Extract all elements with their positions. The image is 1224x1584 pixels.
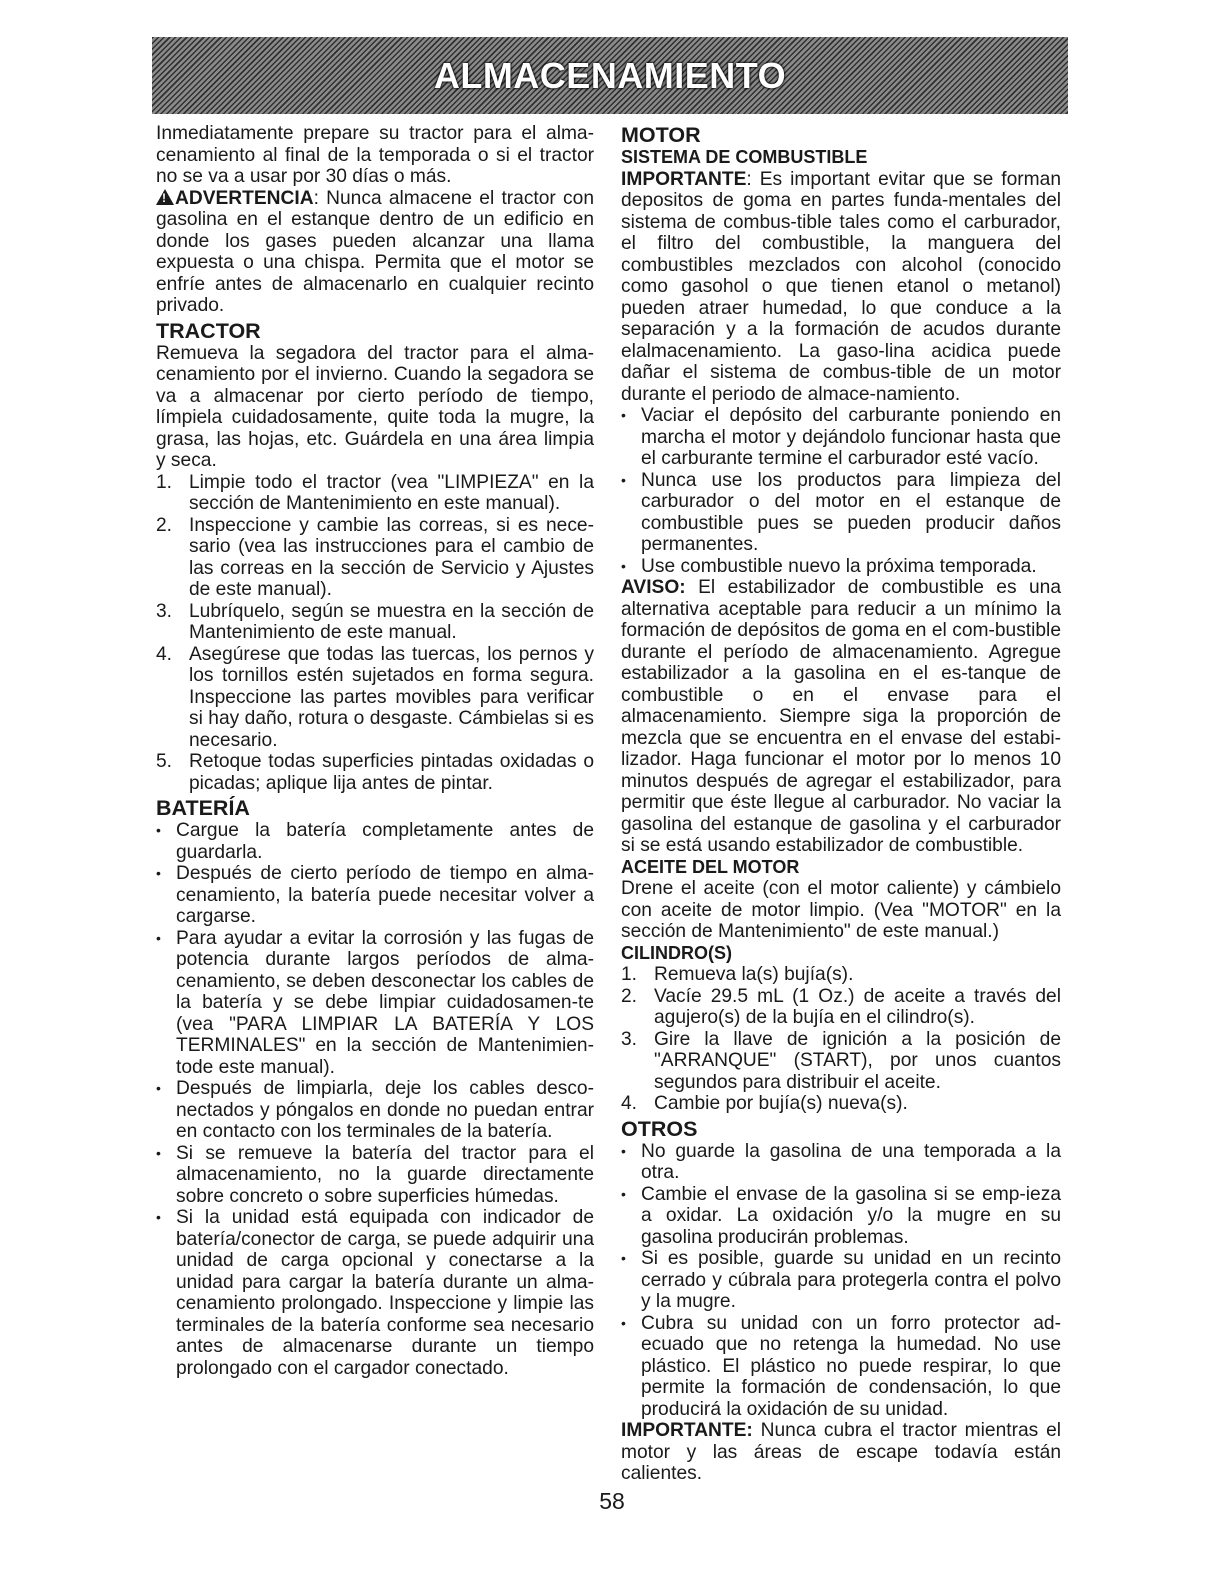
engine-oil-paragraph: Drene el aceite (con el motor caliente) y cámbielo con aceite de motor limpio. (Vea "MOTOR" en la sección de Mantenimiento" de este manual.) <box>621 878 1061 942</box>
list-item: 1. Remueva la(s) bujía(s). <box>621 964 854 985</box>
list-item: 4. Cambie por bujía(s) nueva(s). <box>621 1093 908 1114</box>
bateria-bullet-list <box>156 820 594 1379</box>
tractor-steps-list <box>156 472 594 795</box>
warning-triangle-icon <box>156 189 174 205</box>
list-item: • Vaciar el depósito del carburante poniendo en marcha el motor y dejándolo funcionar hasta que el carburante termine el carburador esté vacío. <box>621 405 1061 470</box>
fuel-bullet-list <box>621 405 1061 577</box>
bateria-heading: BATERÍA <box>156 796 250 820</box>
cylinders-steps-list <box>621 964 1061 1115</box>
list-item: • Para ayudar a evitar la corrosión y las fugas de potencia durante largos períodos de alma-cenamiento, se deben desconectar los cables de la batería y se debe limpiar cuidadosamen-te (vea "PARA LIMPIAR LA BATERÍA Y LOS TERMINALES" en la sección de Mantenimien-tode este manual). <box>156 928 594 1079</box>
section-title: ALMACENAMIENTO <box>433 54 787 96</box>
right-column <box>621 123 1061 1485</box>
warning-text: : Nunca almacene el tractor con gasolina en el estanque dentro de un edificio en donde los gases pueden alcanzar una llama expuesta o una chispa. Permita que el motor se enfríe antes de almacenarlo en cualquier recinto privado. <box>156 187 594 316</box>
important-text: : Es important evitar que se forman depositos de goma en partes funda-mentales del sistema de combus-tible tales como el carburador, el filtro del combustible, la manguera del combustibles mezclados con alcohol (conocido como gasohol o que tienen etanol o metanol) pueden atraer humedad, lo que conduce a la separación y a la formación de acudos durante elalmacenamiento. La gaso-lina acidica puede dañar el sistema de combus-tible de un motor durante el periodo de almace-namiento. <box>621 168 1061 405</box>
list-item: • Use combustible nuevo la próxima temporada. <box>621 556 1061 578</box>
list-item: • No guarde la gasolina de una temporada a la otra. <box>621 1141 1061 1184</box>
intro-paragraph: Inmediatamente prepare su tractor para el alma-cenamiento al final de la temporada o si el tractor no se va a usar por 30 días o más. <box>156 123 594 187</box>
list-item: 3. Lubríquelo, según se muestra en la sección de Mantenimiento de este manual. <box>156 600 594 643</box>
page-number: 58 <box>599 1488 625 1514</box>
important-text: Nunca cubra el tractor mientras el motor y las áreas de escape todavía están calientes. <box>621 1420 1061 1484</box>
fuel-important-paragraph <box>621 169 1061 406</box>
list-item: • Si es posible, guarde su unidad en un recinto cerrado y cúbrala para protegerla contra el polvo y la mugre. <box>621 1248 1061 1313</box>
list-item: 3. Gire la llave de ignición a la posición de "ARRANQUE" (START), por unos cuantos segundos para distribuir el aceite. <box>621 1028 1061 1093</box>
aviso-paragraph <box>621 577 1061 857</box>
list-item: 2. Inspeccione y cambie las correas, si es nece-sario (vea las instrucciones para el cambio de las correas en la sección de Servicio y Ajustes de este manual). <box>156 514 594 600</box>
list-item: • Después de limpiarla, deje los cables desco-nectados y póngalos en donde no puedan entrar en contacto con los terminales de la batería. <box>156 1078 594 1143</box>
list-item: • Si se remueve la batería del tractor para el almacenamiento, no la guarde directamente sobre concreto o sobre superficies húmedas. <box>156 1143 594 1208</box>
list-item: 2. Vacíe 29.5 mL (1 Oz.) de aceite a través del agujero(s) de la bujía en el cilindro(s). <box>621 985 1061 1028</box>
engine-oil-heading: ACEITE DEL MOTOR <box>621 856 800 877</box>
important-label: IMPORTANTE <box>621 168 747 190</box>
otros-heading: OTROS <box>621 1116 698 1141</box>
motor-heading: MOTOR <box>621 123 701 147</box>
warning-label: ADVERTENCIA <box>175 187 314 209</box>
list-item: • Nunca use los productos para limpieza del carburador o del motor en el estanque de combustible pues se pueden producir daños permanentes. <box>621 470 1061 556</box>
list-item: • Cambie el envase de la gasolina si se emp-ieza a oxidar. La oxidación y/o la mugre en su gasolina producirán problemas. <box>621 1184 1061 1249</box>
otros-bullet-list <box>621 1141 1061 1421</box>
aviso-text: El estabilizador de combustible es una alternativa aceptable para reducir a un mínimo la formación de depósitos de goma en el com-bustible durante el período de almacenamiento. Agregue estabilizador a la gasolina en el es-tanque de combustible o en el envase para el almacenamiento. Siempre siga la proporción de mezcla que se encuentra en el envase del estabi-lizador. Haga funcionar el motor por lo menos 10 minutos después de agregar el estabilizador, para permitir que éste llegue al carburador. No vaciar la gasolina del estanque de gasolina y el carburador si se está usando estabilizador de combustible. <box>621 577 1061 856</box>
list-item: 1. Limpie todo el tractor (vea "LIMPIEZA" en la sección de Mantenimiento en este manual). <box>156 471 594 514</box>
list-item: • Cubra su unidad con un forro protector ad-ecuado que no retenga la humedad. No use plástico. El plástico no puede respirar, lo que permite la formación de condensación, lo que producirá la oxidación de su unidad. <box>621 1313 1061 1421</box>
list-item: 4. Asegúrese que todas las tuercas, los pernos y los tornillos estén sujetados en forma segura. Inspeccione las partes movibles para verificar si hay daño, rotura o desgaste. Cámbielas si es necesario. <box>156 643 594 751</box>
fuel-system-heading: SISTEMA DE COMBUSTIBLE <box>621 147 868 167</box>
cylinders-heading: CILINDRO(S) <box>621 942 732 963</box>
list-item: • Después de cierto período de tiempo en alma-cenamiento, la batería puede necesitar volver a cargarse. <box>156 863 594 928</box>
left-column <box>156 123 594 1379</box>
otros-important-paragraph <box>621 1420 1061 1485</box>
list-item: • Si la unidad está equipada con indicador de batería/conector de carga, se puede adquirir una unidad de carga opcional y conectarse a la unidad para cargar la batería durante un alma-cenamiento prolongado. Inspeccione y limpie las terminales de la batería conforme sea necesario antes de almacenarse durante un tiempo prolongado con el cargador conectado. <box>156 1207 594 1379</box>
section-header-bar <box>152 37 1068 114</box>
tractor-paragraph: Remueva la segadora del tractor para el alma-cenamiento por el invierno. Cuando la segadora se va a almacenar por cierto período de tiempo, límpiela cuidadosamente, quite toda la mugre, la grasa, las hojas, etc. Guárdela en una área limpia y seca. <box>156 342 594 471</box>
important-label: IMPORTANTE: <box>621 1420 753 1441</box>
list-item: 5. Retoque todas superficies pintadas oxidadas o picadas; aplique lija antes de pintar. <box>156 751 594 794</box>
warning-paragraph <box>156 188 594 317</box>
tractor-heading: TRACTOR <box>156 318 261 343</box>
list-item: • Cargue la batería completamente antes de guardarla. <box>156 820 594 863</box>
aviso-label: AVISO: <box>621 577 686 598</box>
